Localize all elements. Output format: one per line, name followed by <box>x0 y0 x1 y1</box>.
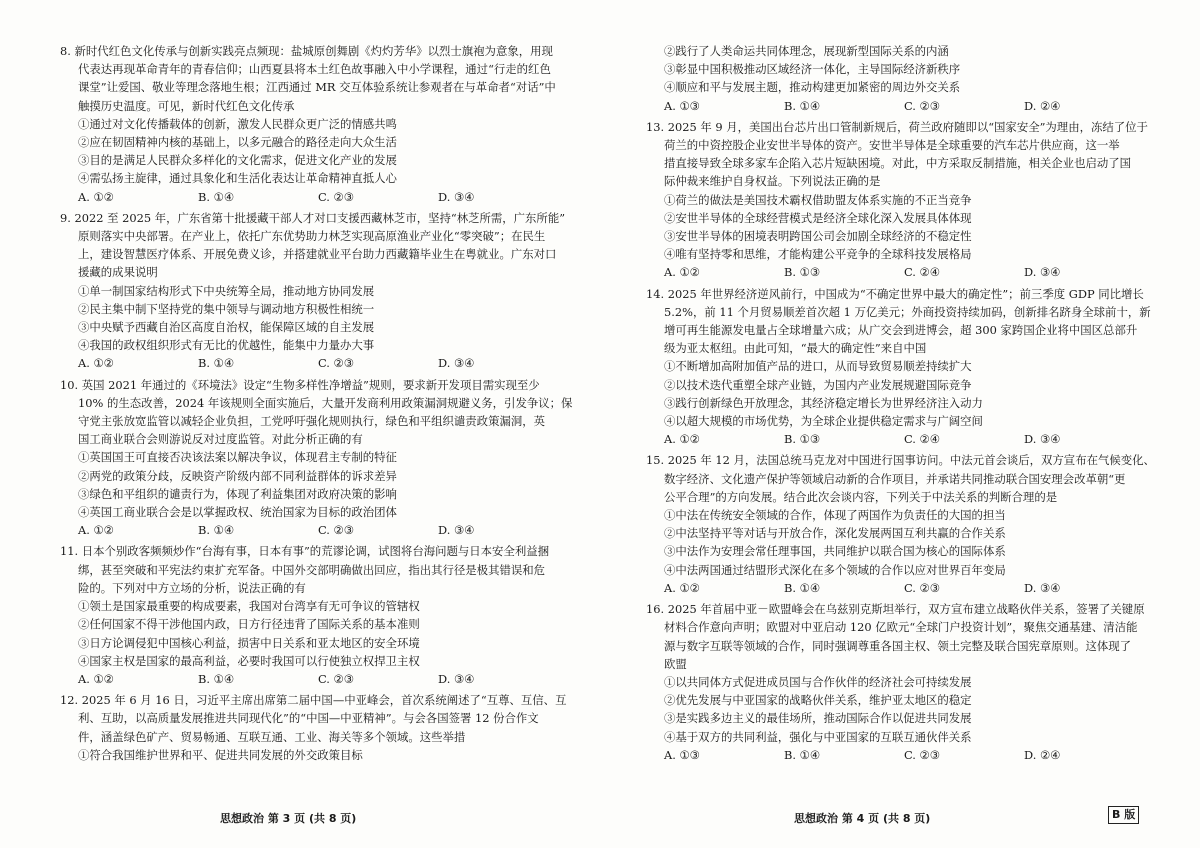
question-stem-line: 触摸历史温度。可见，新时代红色文化传承 <box>78 98 295 113</box>
question-stem-line: 荷兰的中资控股企业安世半导体的资产。安世半导体是全球重要的汽车芯片供应商，这一举 <box>664 138 1120 153</box>
question-stem-line: 险的。下列对中方立场的分析，说法正确的有 <box>78 580 306 595</box>
statement-option: ①符合我国维护世界和平、促进共同发展的外交政策目标 <box>78 747 363 762</box>
statement-option: ①以共同体方式促进成员国与合作伙伴的经济社会可持续发展 <box>664 674 972 689</box>
answer-choice: B. ①④ <box>198 356 235 371</box>
question-stem-line: 代表达再现革命青年的青春信仰；山西夏县将本土红色故事融入中小学课程，通过“行走的红色 <box>78 62 551 77</box>
answer-choice: D. ③④ <box>1024 432 1061 447</box>
statement-option: ①不断增加高附加值产品的进口，从而导致贸易顺差持续扩大 <box>664 359 972 374</box>
answer-choice: A. ①② <box>664 265 700 280</box>
answer-choices <box>646 263 1174 281</box>
answer-choice: A. ①② <box>78 189 114 204</box>
question-block <box>60 42 588 206</box>
statement-option: ①单一制国家结构形式下中央统筹全局，推动地方协同发展 <box>78 283 375 298</box>
statement-option: ③中法作为安理会常任理事国，共同维护以联合国为核心的国际体系 <box>664 544 1006 559</box>
answer-choice: A. ①③ <box>664 98 700 113</box>
statement-option: ④英国工商业联合会是以掌握政权、统治国家为目标的政治团体 <box>78 505 397 520</box>
question-stem-line: 件，涵盖绿色矿产、贸易畅通、互联互通、工业、海关等多个领域。这些举措 <box>78 729 466 744</box>
answer-choices <box>646 579 1174 597</box>
statement-option: ②应在韧固精神内核的基础上，以多元融合的路径走向大众生活 <box>78 135 397 150</box>
answer-choice: B. ①③ <box>784 265 821 280</box>
page-footer-left: 思想政治 第 3 页 (共 8 页) <box>220 812 357 825</box>
answer-choice: B. ①④ <box>784 98 821 113</box>
statement-option: ③是实践多边主义的最佳场所，推动国际合作以促进共同发展 <box>664 711 972 726</box>
page-footer-right: 思想政治 第 4 页 (共 8 页) <box>794 812 931 825</box>
question-stem-line: 10. 英国 2021 年通过的《环境法》设定“生物多样性净增益”规则，要求新开发项目需实现至少 <box>60 377 540 392</box>
question-stem-line: 际仲裁来维护自身权益。下列说法正确的是 <box>664 174 881 189</box>
question-stem-line: 绑，甚至突破和平宪法约束扩充军备。中国外交部明确做出回应，指出其行径是极其错误和危 <box>78 562 546 577</box>
answer-choice: D. ②④ <box>1024 98 1061 113</box>
answer-choice: A. ①② <box>664 580 700 595</box>
statement-option: ①英国国王可直接否决该法案以解决争议，体现君主专制的特征 <box>78 450 397 465</box>
statement-option: ③安世半导体的困境表明跨国公司会加剧全球经济的不稳定性 <box>664 229 972 244</box>
answer-choice: B. ①④ <box>198 523 235 538</box>
answer-choice: B. ①④ <box>198 671 235 686</box>
answer-choice: C. ②③ <box>904 747 940 762</box>
answer-choice: D. ③④ <box>438 523 475 538</box>
statement-option: ④中法两国通过结盟形式深化在多个领域的合作以应对世界百年变局 <box>664 562 1006 577</box>
statement-option: ③日方论调侵犯中国核心利益，损害中日关系和亚太地区的安全环境 <box>78 635 420 650</box>
statement-option: ③中央赋予西藏自治区高度自治权，能保障区域的自主发展 <box>78 320 375 335</box>
right-column <box>646 42 1174 767</box>
question-stem-line: 欧盟 <box>664 656 687 671</box>
answer-choice: C. ②③ <box>904 98 940 113</box>
statement-option: ②践行了人类命运共同体理念，展现新型国际关系的内涵 <box>664 44 949 58</box>
question-block <box>60 376 588 540</box>
statement-option: ④以超大规模的市场优势，为全球企业提供稳定需求与广阔空间 <box>664 414 983 429</box>
question-block <box>646 285 1174 449</box>
answer-choices <box>646 746 1174 764</box>
question-stem-line: 援藏的成果说明 <box>78 265 158 280</box>
question-stem-line: 上，建设智慧医疗体系、开展免费义诊，并搭建就业平台助力西藏籍毕业生在粤就业。广东对口 <box>78 247 557 262</box>
answer-choice: D. ②④ <box>1024 747 1061 762</box>
answer-choice: A. ①② <box>78 523 114 538</box>
statement-option: ②两党的政策分歧，反映资产阶级内部不同利益群体的诉求差异 <box>78 468 397 483</box>
statement-option: ①通过对文化传播载体的创新，激发人民群众更广泛的情感共鸣 <box>78 116 397 131</box>
question-block <box>646 600 1174 764</box>
answer-choice: B. ①④ <box>784 747 821 762</box>
question-block <box>646 451 1174 597</box>
statement-option: ④基于双方的共同利益，强化与中亚国家的互联互通伙伴关系 <box>664 729 972 744</box>
question-stem-line: 9. 2022 至 2025 年，广东省第十批援藏干部人才对口支援西藏林芝市，坚持“林芝所需，广东所能” <box>60 210 566 225</box>
statement-option: ②任何国家不得干涉他国内政，日方行径违背了国际关系的基本准则 <box>78 617 420 632</box>
statement-option: ②民主集中制下坚持党的集中领导与调动地方积极性相统一 <box>78 301 375 316</box>
question-stem-line: 国工商业联合会则游说反对过度监管。对此分析正确的有 <box>78 432 363 447</box>
question-block <box>60 209 588 373</box>
statement-option: ③彰显中国积极推动区域经济一体化，主导国际经济新秩序 <box>664 62 961 77</box>
statement-option: ②中法坚持平等对话与开放合作，深化发展两国互利共赢的合作关系 <box>664 526 1006 541</box>
question-stem-line: 13. 2025 年 9 月，美国出台芯片出口管制新规后，荷兰政府随即以“国家安全”为理由，冻结了位于 <box>646 119 1148 134</box>
question-stem-line: 课堂”让爱国、敬业等理念落地生根；江西通过 MR 交互体验系统让参观者在与革命者“对话”中 <box>78 80 556 95</box>
statement-option: ②安世半导体的全球经营模式是经济全球化深入发展具体体现 <box>664 210 972 225</box>
statement-option: ④唯有坚持零和思维，才能构建公平竞争的全球科技发展格局 <box>664 247 972 262</box>
answer-choices <box>646 97 1174 115</box>
answer-choice: C. ②③ <box>318 671 354 686</box>
answer-choices <box>646 430 1174 448</box>
question-stem-line: 措直接导致全球多家车企陷入芯片短缺困境。对此，中方采取反制措施，相关企业也启动了国 <box>664 156 1132 171</box>
question-stem-line: 15. 2025 年 12 月，法国总统马克龙对中国进行国事访问。中法元首会谈后，双方宣布在气候变化、 <box>646 453 1155 468</box>
question-stem-line: 增可再生能源发电量占全球增量六成；从广交会到进博会，超 300 家跨国企业将中国区总部升 <box>664 323 1138 338</box>
answer-choice: A. ①② <box>664 432 700 447</box>
statement-option: ④顺应和平与发展主题，推动构建更加紧密的周边外交关系 <box>664 80 961 95</box>
question-stem-line: 原则落实中央部署。在产业上，依托广东优势助力林芝实现高原渔业产业化“零突破”；在民生 <box>78 229 546 244</box>
version-badge: B 版 <box>1108 806 1139 824</box>
question-block <box>646 42 1174 115</box>
question-block <box>60 691 588 764</box>
answer-choices <box>60 188 588 206</box>
answer-choice: A. ①② <box>78 356 114 371</box>
left-column <box>60 42 588 767</box>
answer-choice: D. ③④ <box>1024 265 1061 280</box>
answer-choice: C. ②③ <box>318 523 354 538</box>
question-stem-line: 数字经济、文化遗产保护等领域启动新的合作项目，并承诺共同推动联合国安理会改革朝“更 <box>664 471 1126 486</box>
answer-choice: D. ③④ <box>1024 580 1061 595</box>
answer-choice: C. ②④ <box>904 265 940 280</box>
answer-choice: B. ①③ <box>784 432 821 447</box>
answer-choice: C. ②③ <box>318 189 354 204</box>
statement-option: ②优先发展与中亚国家的战略伙伴关系，维护亚太地区的稳定 <box>664 693 972 708</box>
answer-choice: D. ③④ <box>438 189 475 204</box>
statement-option: ①荷兰的做法是美国技术霸权借助盟友体系实施的不正当竞争 <box>664 192 972 207</box>
question-stem-line: 12. 2025 年 6 月 16 日，习近平主席出席第二届中国—中亚峰会，首次系统阐述了“互尊、互信、互 <box>60 693 567 708</box>
answer-choice: B. ①④ <box>784 580 821 595</box>
answer-choice: D. ③④ <box>438 671 475 686</box>
question-stem-line: 11. 日本个别政客频频炒作“台海有事，日本有事”的荒谬论调，试图将台海问题与日本安全利益捆 <box>60 544 550 559</box>
answer-choice: D. ③④ <box>438 356 475 371</box>
statement-option: ①领土是国家最重要的构成要素，我国对台湾享有无可争议的管辖权 <box>78 599 420 614</box>
answer-choice: C. ②③ <box>904 580 940 595</box>
statement-option: ③践行创新绿色开放理念，其经济稳定增长为世界经济注入动力 <box>664 395 983 410</box>
question-stem-line: 10% 的生态改善，2024 年该规则全面实施后，大量开发商利用政策漏洞规避义务，引发争议；保 <box>78 395 573 410</box>
statement-option: ④我国的政权组织形式有无比的优越性，能集中力量办大事 <box>78 338 375 353</box>
question-stem-line: 守党主张放宽监管以减轻企业负担，工党呼吁强化规则执行，绿色和平组织谴责政策漏洞，英 <box>78 414 546 429</box>
answer-choices <box>60 521 588 539</box>
answer-choice: A. ①② <box>78 671 114 686</box>
statement-option: ④需弘扬主旋律，通过具象化和生活化表达让革命精神直抵人心 <box>78 171 397 186</box>
statement-option: ③绿色和平组织的谴责行为，体现了利益集团对政府决策的影响 <box>78 486 397 501</box>
statement-option: ①中法在传统安全领域的合作，体现了两国作为负责任的大国的担当 <box>664 508 1006 523</box>
question-stem-line: 材料合作意向声明；欧盟对中亚启动 120 亿欧元“全球门户投资计划”，聚焦交通基建、清洁能 <box>664 620 1138 635</box>
answer-choice: C. ②④ <box>904 432 940 447</box>
question-stem-line: 16. 2025 年首届中亚－欧盟峰会在乌兹别克斯坦举行，双方宣布建立战略伙伴关系，签署了关键原 <box>646 602 1145 617</box>
question-stem-line: 14. 2025 年世界经济逆风前行，中国成为“不确定世界中最大的确定性”；前三季度 GDP 同比增长 <box>646 286 1144 301</box>
question-stem-line: 源与数字互联等领域的合作，同时强调尊重各国主权、领土完整及联合国宪章原则。这体现了 <box>664 638 1132 653</box>
question-stem-line: 5.2%，前 11 个月贸易顺差首次超 1 万亿美元；外商投资持续加码，创新排名跻身全球前十，新 <box>664 304 1151 319</box>
question-stem-line: 利、互助，以高质量发展推进共同现代化”的“中国—中亚精神”。与会各国签署 12 份合作文 <box>78 711 539 726</box>
question-stem-line: 级为亚太枢纽。由此可知，“最大的确定性”来自中国 <box>664 341 927 356</box>
question-stem-line: 8. 新时代红色文化传承与创新实践亮点频现：盐城原创舞剧《灼灼芳华》以烈士旗袍为意象，用现 <box>60 44 553 58</box>
question-stem-line: 公平合理”的方向发展。结合此次会谈内容，下列关于中法关系的判断合理的是 <box>664 489 1058 504</box>
statement-option: ②以技术迭代重塑全球产业链，为国内产业发展规避国际竞争 <box>664 377 972 392</box>
question-block <box>646 118 1174 282</box>
statement-option: ④国家主权是国家的最高利益，必要时我国可以行使独立权捍卫主权 <box>78 653 420 668</box>
answer-choices <box>60 670 588 688</box>
answer-choice: B. ①④ <box>198 189 235 204</box>
question-block <box>60 542 588 688</box>
answer-choice: C. ②③ <box>318 356 354 371</box>
answer-choices <box>60 354 588 372</box>
answer-choice: A. ①③ <box>664 747 700 762</box>
statement-option: ③目的是满足人民群众多样化的文化需求，促进文化产业的发展 <box>78 153 397 168</box>
